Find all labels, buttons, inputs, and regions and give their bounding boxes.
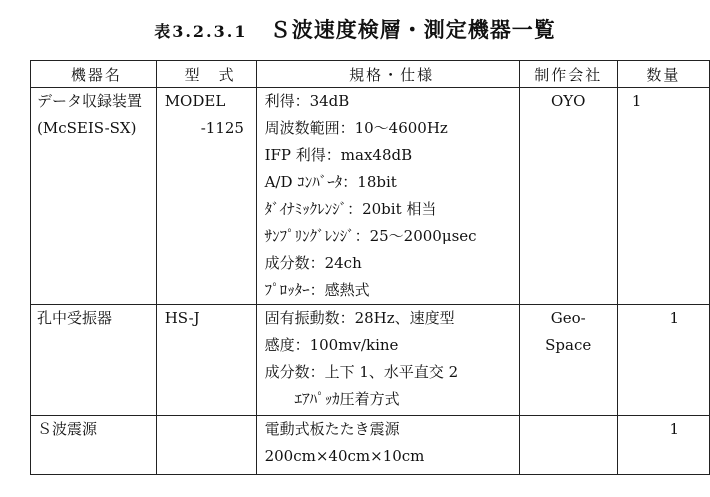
header-equipment-name: 機器名 xyxy=(31,61,157,88)
table-title-text: Ｓ波速度検層・測定機器一覧 xyxy=(269,17,556,42)
spec-line: ｴｱﾊﾟｯｶ圧着方式 xyxy=(294,390,400,408)
spec-line: IFP 利得：max48dB xyxy=(264,146,413,164)
cell-maker xyxy=(519,88,617,305)
header-row xyxy=(31,61,710,88)
spec-line: 感度：100mv/kine xyxy=(264,336,399,354)
quantity-value: 1 xyxy=(631,92,642,110)
spec-line: 利得：34dB xyxy=(264,92,350,110)
header-spec: 規格・仕様 xyxy=(256,61,519,88)
model-line: MODEL xyxy=(164,92,226,110)
spec-line: 固有振動数：28Hz、速度型 xyxy=(264,309,455,327)
header-maker: 制作会社 xyxy=(519,61,617,88)
cell-maker xyxy=(519,416,617,475)
table-title xyxy=(0,14,710,44)
cell-spec xyxy=(256,416,519,475)
cell-name xyxy=(31,416,157,475)
header-model: 型 式 xyxy=(156,61,256,88)
cell-quantity xyxy=(617,416,709,475)
quantity-value: 1 xyxy=(669,309,679,327)
equipment-table xyxy=(30,60,710,475)
name-line: データ収録装置 xyxy=(37,92,143,110)
cell-spec xyxy=(256,88,519,305)
name-line: 孔中受振器 xyxy=(37,309,113,327)
quantity-value: 1 xyxy=(669,420,679,438)
cell-name xyxy=(31,305,157,416)
cell-model xyxy=(156,305,256,416)
maker-line: OYO xyxy=(550,92,586,110)
maker-line: Space xyxy=(545,336,592,354)
name-line: (McSEIS-SX) xyxy=(37,119,137,137)
header-quantity: 数量 xyxy=(617,61,709,88)
cell-quantity xyxy=(617,88,709,305)
spec-line: ﾀﾞｲﾅﾐｯｸﾚﾝｼﾞ：20bit 相当 xyxy=(264,200,437,218)
spec-line: 成分数：上下 1、水平直交 2 xyxy=(264,363,459,381)
maker-line: Geo- xyxy=(550,309,586,327)
cell-name xyxy=(31,88,157,305)
spec-line: 成分数：24ch xyxy=(264,254,362,272)
spec-line: 周波数範囲：10～4600Hz xyxy=(264,119,448,137)
table-number: 表3.2.3.1 xyxy=(154,22,248,41)
model-line: -1125 xyxy=(200,119,244,137)
name-line: Ｓ波震源 xyxy=(37,420,98,438)
spec-line: 電動式板たたき震源 xyxy=(264,420,400,438)
table-row xyxy=(31,88,710,305)
model-line: HS-J xyxy=(164,309,200,327)
cell-quantity xyxy=(617,305,709,416)
spec-line: ｻﾝﾌﾟﾘﾝｸﾞﾚﾝｼﾞ：25～2000μsec xyxy=(264,227,477,245)
table-row xyxy=(31,416,710,475)
cell-model xyxy=(156,416,256,475)
cell-model xyxy=(156,88,256,305)
spec-line: A/D ｺﾝﾊﾞｰﾀ：18bit xyxy=(264,173,397,191)
cell-spec xyxy=(256,305,519,416)
cell-maker xyxy=(519,305,617,416)
spec-line: ﾌﾟﾛｯﾀｰ：感熱式 xyxy=(264,281,370,299)
spec-line: 200cm×40cm×10cm xyxy=(264,447,425,465)
table-row xyxy=(31,305,710,416)
